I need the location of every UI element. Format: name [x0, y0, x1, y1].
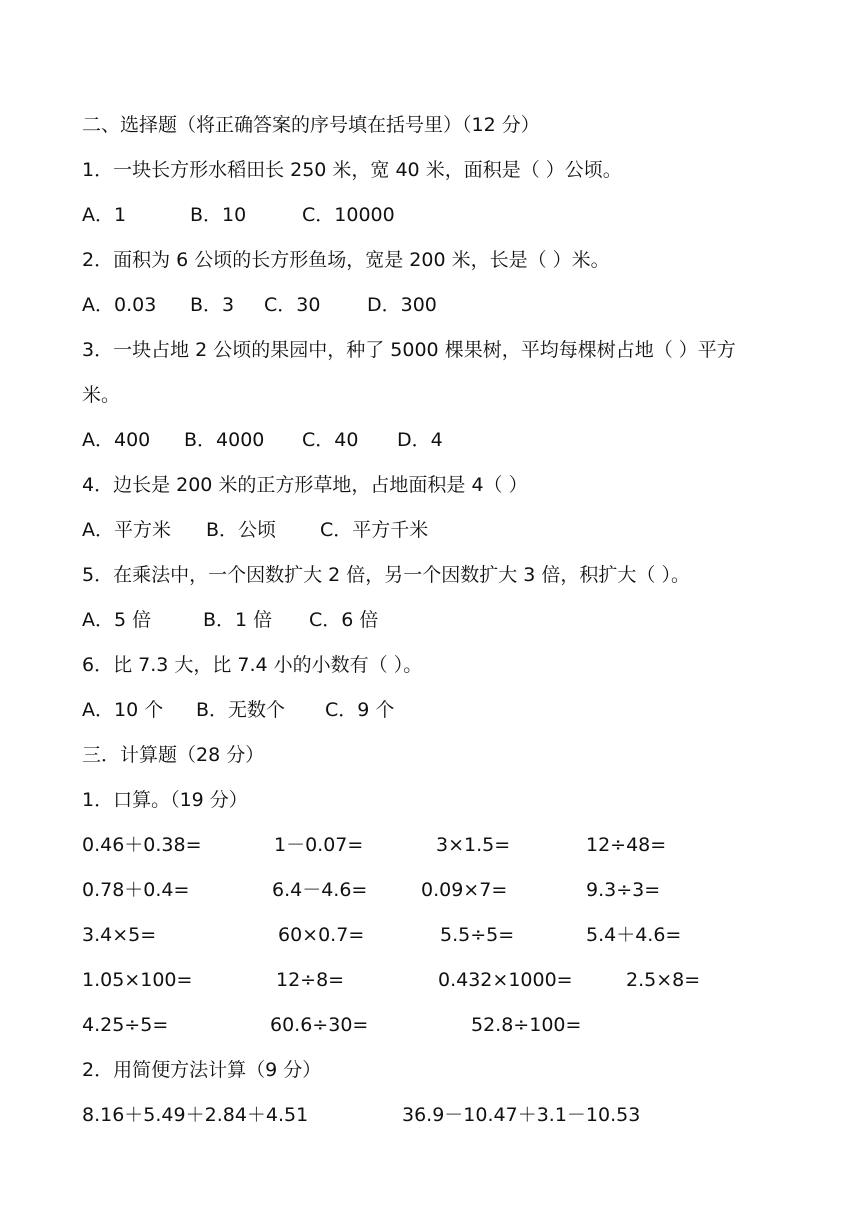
question-3: 3．一块占地 2 公顷的果园中，种了 5000 棵果树，平均每棵树占地（ ）平方	[82, 339, 736, 361]
q3-option-d: D．4	[397, 429, 443, 451]
q6-option-b: B．无数个	[196, 699, 286, 721]
oral-calc-item: 0.09×7=	[421, 879, 508, 901]
oral-calc-item: 1.05×100=	[82, 969, 193, 991]
question-6: 6．比 7.3 大，比 7.4 小的小数有（ ）。	[82, 654, 423, 676]
oral-calc-item: 2.5×8=	[626, 969, 701, 991]
oral-calc-heading: 1．口算。（19 分）	[82, 789, 248, 811]
simplify-calc-item: 36.9－10.47＋3.1－10.53	[402, 1104, 641, 1126]
q6-option-c: C．9 个	[325, 699, 395, 721]
q1-option-b: B．10	[190, 204, 247, 226]
q3-option-b: B．4000	[184, 429, 265, 451]
oral-calc-item: 12÷8=	[276, 969, 345, 991]
question-2: 2．面积为 6 公顷的长方形鱼场，宽是 200 米，长是（ ）米。	[82, 249, 610, 271]
q3-option-c: C．40	[302, 429, 359, 451]
question-5: 5．在乘法中，一个因数扩大 2 倍，另一个因数扩大 3 倍，积扩大（ ）。	[82, 564, 690, 586]
section3-heading: 三．计算题（28 分）	[82, 744, 265, 766]
q5-option-b: B．1 倍	[203, 609, 273, 631]
oral-calc-item: 0.432×1000=	[438, 969, 573, 991]
q1-option-a: A．1	[82, 204, 127, 226]
oral-calc-item: 60×0.7=	[278, 924, 365, 946]
oral-calc-item: 1－0.07=	[274, 834, 364, 856]
q2-option-b: B．3	[190, 294, 235, 316]
q1-option-c: C．10000	[302, 204, 395, 226]
q6-option-a: A．10 个	[82, 699, 164, 721]
oral-calc-item: 0.46＋0.38=	[82, 834, 202, 856]
question-1: 1．一块长方形水稻田长 250 米，宽 40 米，面积是（ ）公顷。	[82, 159, 622, 181]
oral-calc-item: 0.78＋0.4=	[82, 879, 190, 901]
q4-option-a: A．平方米	[82, 519, 171, 541]
q2-option-c: C．30	[264, 294, 321, 316]
oral-calc-item: 60.6÷30=	[270, 1014, 369, 1036]
q5-option-c: C．6 倍	[309, 609, 379, 631]
question-4: 4．边长是 200 米的正方形草地，占地面积是 4（ ）	[82, 474, 528, 496]
oral-calc-item: 5.5÷5=	[440, 924, 515, 946]
q4-option-c: C．平方千米	[320, 519, 429, 541]
simplify-calc-item: 8.16＋5.49＋2.84＋4.51	[82, 1104, 309, 1126]
oral-calc-item: 12÷48=	[586, 834, 667, 856]
q4-option-b: B．公顷	[206, 519, 277, 541]
q5-option-a: A．5 倍	[82, 609, 152, 631]
q3-option-a: A．400	[82, 429, 151, 451]
section2-heading: 二、选择题（将正确答案的序号填在括号里）（12 分）	[82, 114, 540, 136]
oral-calc-item: 5.4＋4.6=	[586, 924, 682, 946]
oral-calc-item: 3×1.5=	[436, 834, 511, 856]
q2-option-d: D．300	[367, 294, 437, 316]
oral-calc-item: 3.4×5=	[82, 924, 157, 946]
simplify-calc-heading: 2．用简便方法计算（9 分）	[82, 1059, 322, 1081]
question-3-continued: 米。	[82, 384, 121, 406]
oral-calc-item: 9.3÷3=	[586, 879, 661, 901]
oral-calc-item: 52.8÷100=	[471, 1014, 582, 1036]
oral-calc-item: 6.4－4.6=	[272, 879, 368, 901]
q2-option-a: A．0.03	[82, 294, 157, 316]
oral-calc-item: 4.25÷5=	[82, 1014, 169, 1036]
